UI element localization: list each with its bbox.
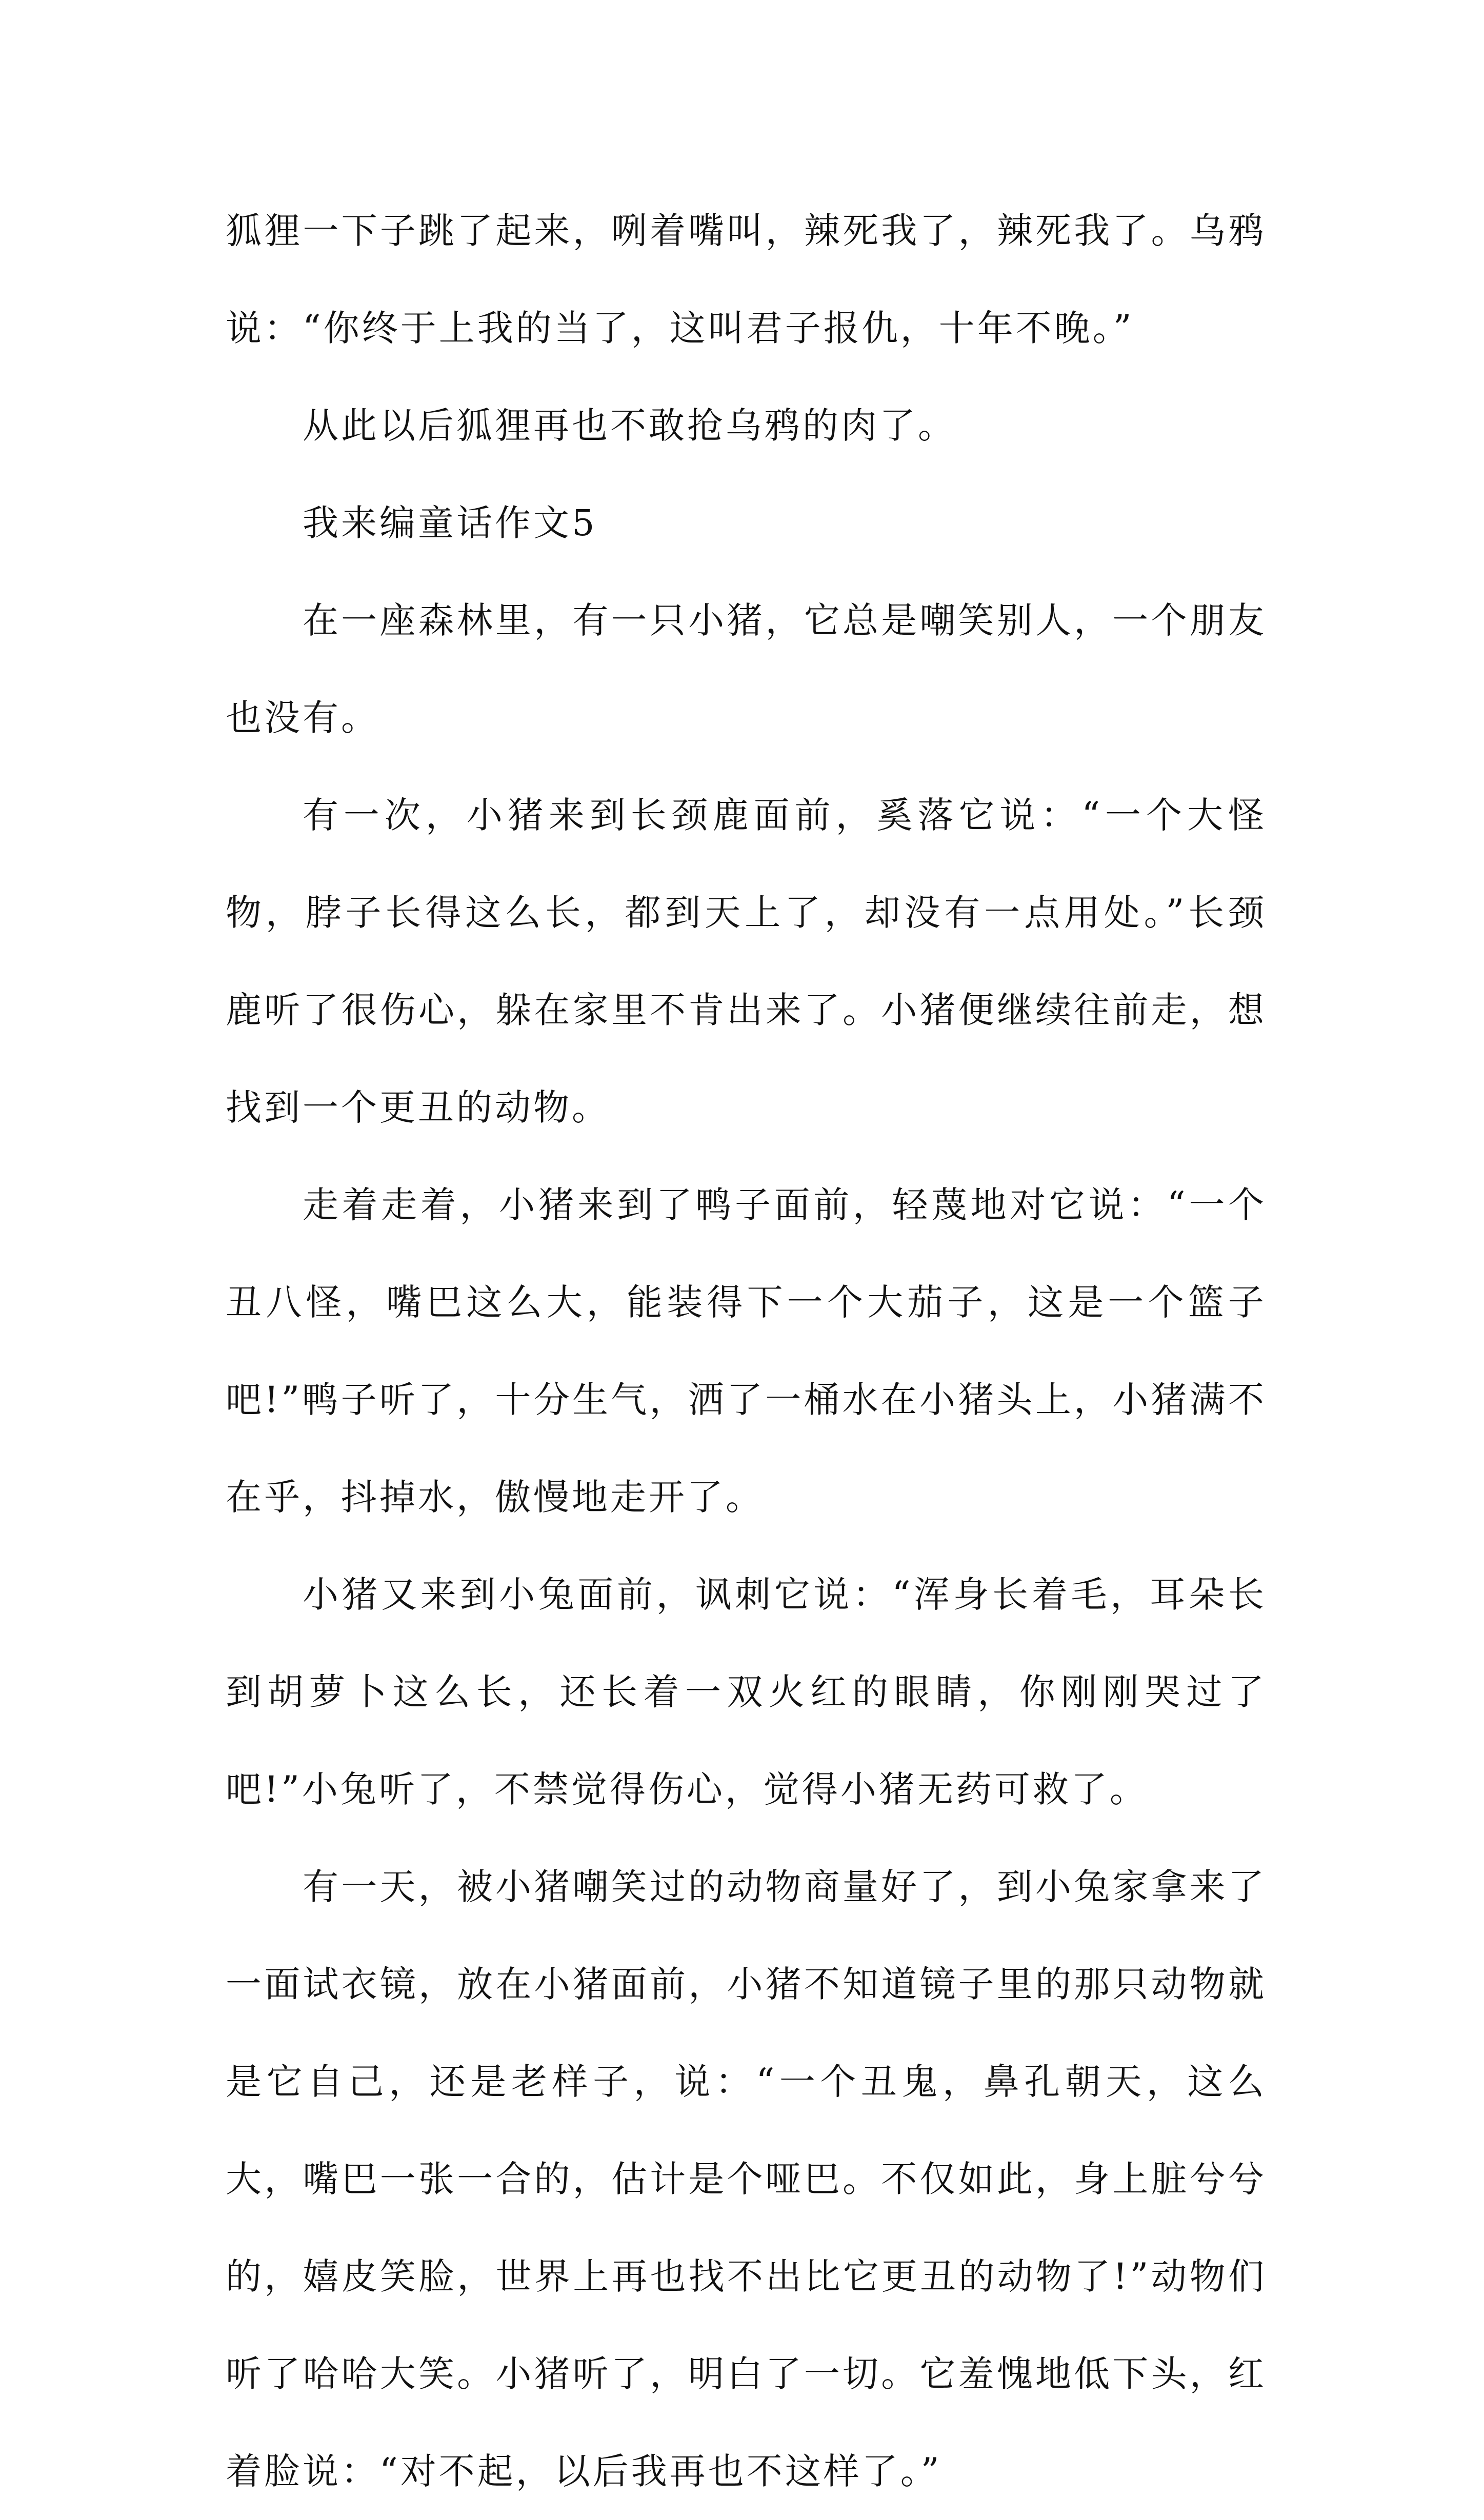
paragraph-continued: 狐狸一下子跳了起来，咧着嘴叫，辣死我了，辣死我了。乌鸦说：“你终于上我的当了，这叫君子报仇，十年不晚。” xyxy=(226,210,1267,349)
paragraph: 走着走着，小猪来到了鸭子面前，轻蔑地对它说：“一个丑八怪，嘴巴这么大，能装得下一个大茄子，这是一个篮子吧!”鸭子听了，十分生气，洒了一桶水在小猪头上，小猪满不在乎，抖掉水，傲慢地走开了。 xyxy=(226,1184,1267,1518)
document-body xyxy=(226,182,1267,2520)
section-heading: 我来编童话作文5 xyxy=(303,502,597,544)
paragraph: 从此以后狐狸再也不敢抢乌鸦的肉了。 xyxy=(303,405,956,447)
paragraph: 有一次，小猪来到长颈鹿面前，奚落它说：“一个大怪物，脖子长得这么长，都到天上了，却没有一点用处。”长颈鹿听了很伤心，躲在家里不肯出来了。小猪便继续往前走，想找到一个更丑的动物。 xyxy=(226,794,1267,1128)
paragraph: 在一座森林里，有一只小猪，它总是嘲笑别人，一个朋友也没有。 xyxy=(226,599,1267,739)
paragraph: 小猪又来到小兔面前，讽刺它说：“浑身长着毛，耳朵长到胡萝卜这么长，还长着一双火红的眼睛，你刚刚哭过了吧!”小兔听了，不禁觉得伤心，觉得小猪无药可救了。 xyxy=(226,1574,1267,1810)
paragraph: 有一天，被小猪嘲笑过的动物商量好了，到小兔家拿来了一面试衣镜，放在小猪面前，小猪不知道镜子里的那只动物就是它自己，还是老样子，说：“一个丑鬼，鼻孔朝天，这么大，嘴巴一张一合的，估计是个哑巴。不仅如此，身上脏兮兮的，嬉皮笑脸，世界上再也找不出比它更丑的动物了!”动物们听了哈哈大笑。小猪听了，明白了一切。它羞愧地低下头，红着脸说：“对不起，以后我再也不这样了。” xyxy=(226,1866,1267,2492)
